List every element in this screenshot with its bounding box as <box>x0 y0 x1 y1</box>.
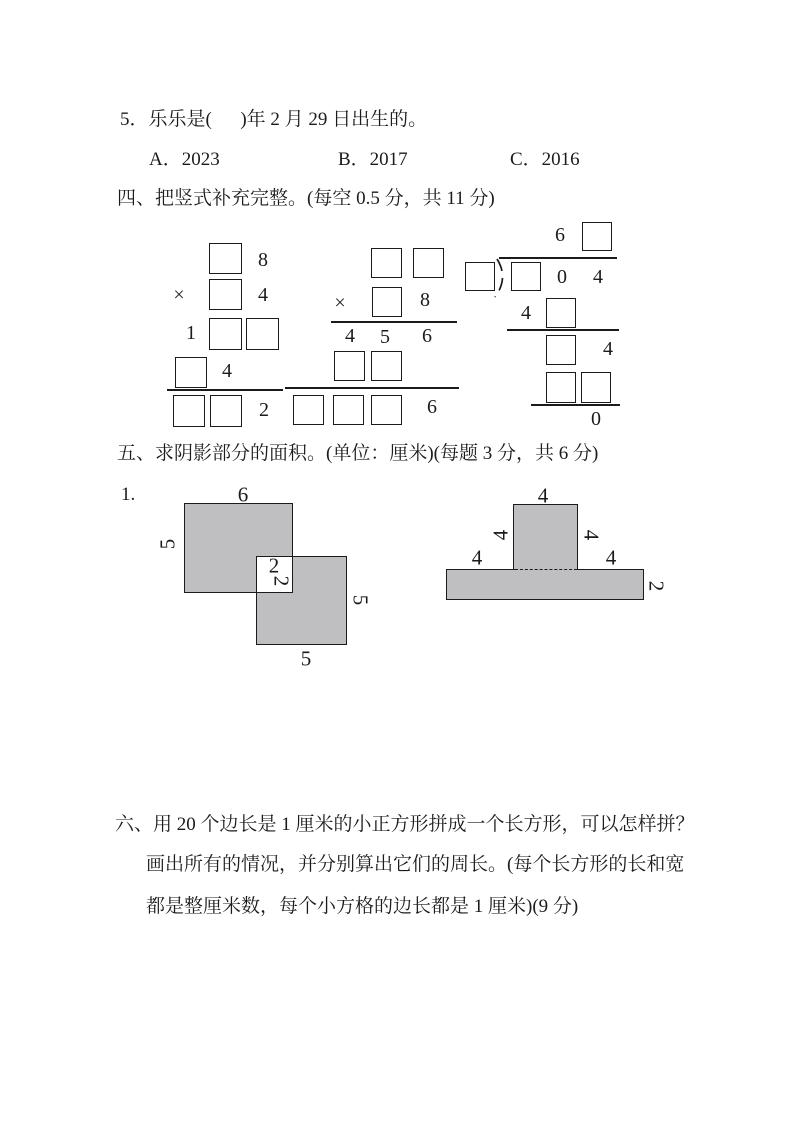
dashed-junction-line <box>515 569 577 570</box>
answer-box <box>546 335 576 365</box>
choice-c: C．2016 <box>510 149 580 170</box>
answer-box <box>371 395 402 425</box>
answer-box <box>582 222 612 251</box>
shaded-base-rect-12x2 <box>446 569 644 600</box>
digit: × <box>173 284 185 306</box>
answer-box <box>293 395 324 425</box>
answer-box <box>371 351 402 381</box>
rule-line <box>167 389 283 391</box>
dimension-label: 5 <box>300 646 312 671</box>
digit: 6 <box>555 224 565 246</box>
division-bracket-icon <box>490 255 512 301</box>
question-5-text: 5．乐乐是( )年 2 月 29 日出生的。 <box>120 109 428 130</box>
digit: 4 <box>222 360 232 382</box>
digit: 1 <box>186 322 196 344</box>
answer-box <box>173 395 205 427</box>
answer-box <box>246 318 279 350</box>
answer-box <box>413 248 444 278</box>
dimension-label: 5 <box>155 538 180 550</box>
rule-line <box>499 257 617 259</box>
rule-line <box>507 329 619 331</box>
dimension-label: 4 <box>579 529 604 541</box>
answer-box <box>511 262 541 291</box>
answer-box <box>333 395 364 425</box>
digit: 4 <box>258 284 268 306</box>
choice-b: B．2017 <box>338 149 408 170</box>
answer-box <box>209 279 242 310</box>
answer-box <box>210 395 242 427</box>
rule-line <box>285 387 459 389</box>
dimension-label: 6 <box>237 482 249 507</box>
digit: × <box>334 292 346 314</box>
digit: 0 <box>591 408 601 430</box>
section-4-title: 四、把竖式补充完整。(每空 0.5 分，共 11 分) <box>117 188 495 209</box>
digit: 6 <box>422 325 432 347</box>
dimension-label: 2 <box>269 575 294 587</box>
digit: 6 <box>427 396 437 418</box>
section-6-line-2: 画出所有的情况，并分别算出它们的周长。(每个长方形的长和宽 <box>146 854 685 875</box>
digit: 4 <box>603 338 613 360</box>
digit: 8 <box>420 289 430 311</box>
rule-line <box>531 404 620 406</box>
answer-box <box>209 243 242 274</box>
shaded-square-4x4 <box>513 504 578 569</box>
rule-line <box>331 321 457 323</box>
item-1-label: 1. <box>121 484 136 505</box>
digit: 5 <box>380 326 390 348</box>
answer-box <box>209 318 242 350</box>
answer-box <box>175 357 207 388</box>
answer-box <box>371 248 402 278</box>
dimension-label: 4 <box>537 483 549 508</box>
answer-box <box>546 298 576 328</box>
choice-a: A．2023 <box>149 149 220 170</box>
dimension-label: 4 <box>471 545 483 570</box>
digit: 4 <box>521 302 531 324</box>
digit: 8 <box>258 249 268 271</box>
answer-box <box>546 372 576 403</box>
digit: 4 <box>345 325 355 347</box>
dimension-label: 4 <box>488 529 513 541</box>
digit: 4 <box>593 266 603 288</box>
answer-box <box>334 351 365 381</box>
answer-box <box>581 372 611 403</box>
section-6-line-3: 都是整厘米数，每个小方格的边长都是 1 厘米)(9 分) <box>146 896 579 917</box>
answer-box <box>372 287 402 317</box>
dimension-label: 4 <box>605 545 617 570</box>
digit: 0 <box>557 266 567 288</box>
section-6-line-1: 六、用 20 个边长是 1 厘米的小正方形拼成一个长方形，可以怎样拼？ <box>115 814 695 835</box>
dimension-label: 2 <box>268 553 280 578</box>
section-5-title: 五、求阴影部分的面积。(单位：厘米)(每题 3 分，共 6 分) <box>117 443 599 464</box>
digit: 2 <box>259 399 269 421</box>
dimension-label: 5 <box>348 594 373 606</box>
dimension-label: 2 <box>644 580 669 592</box>
